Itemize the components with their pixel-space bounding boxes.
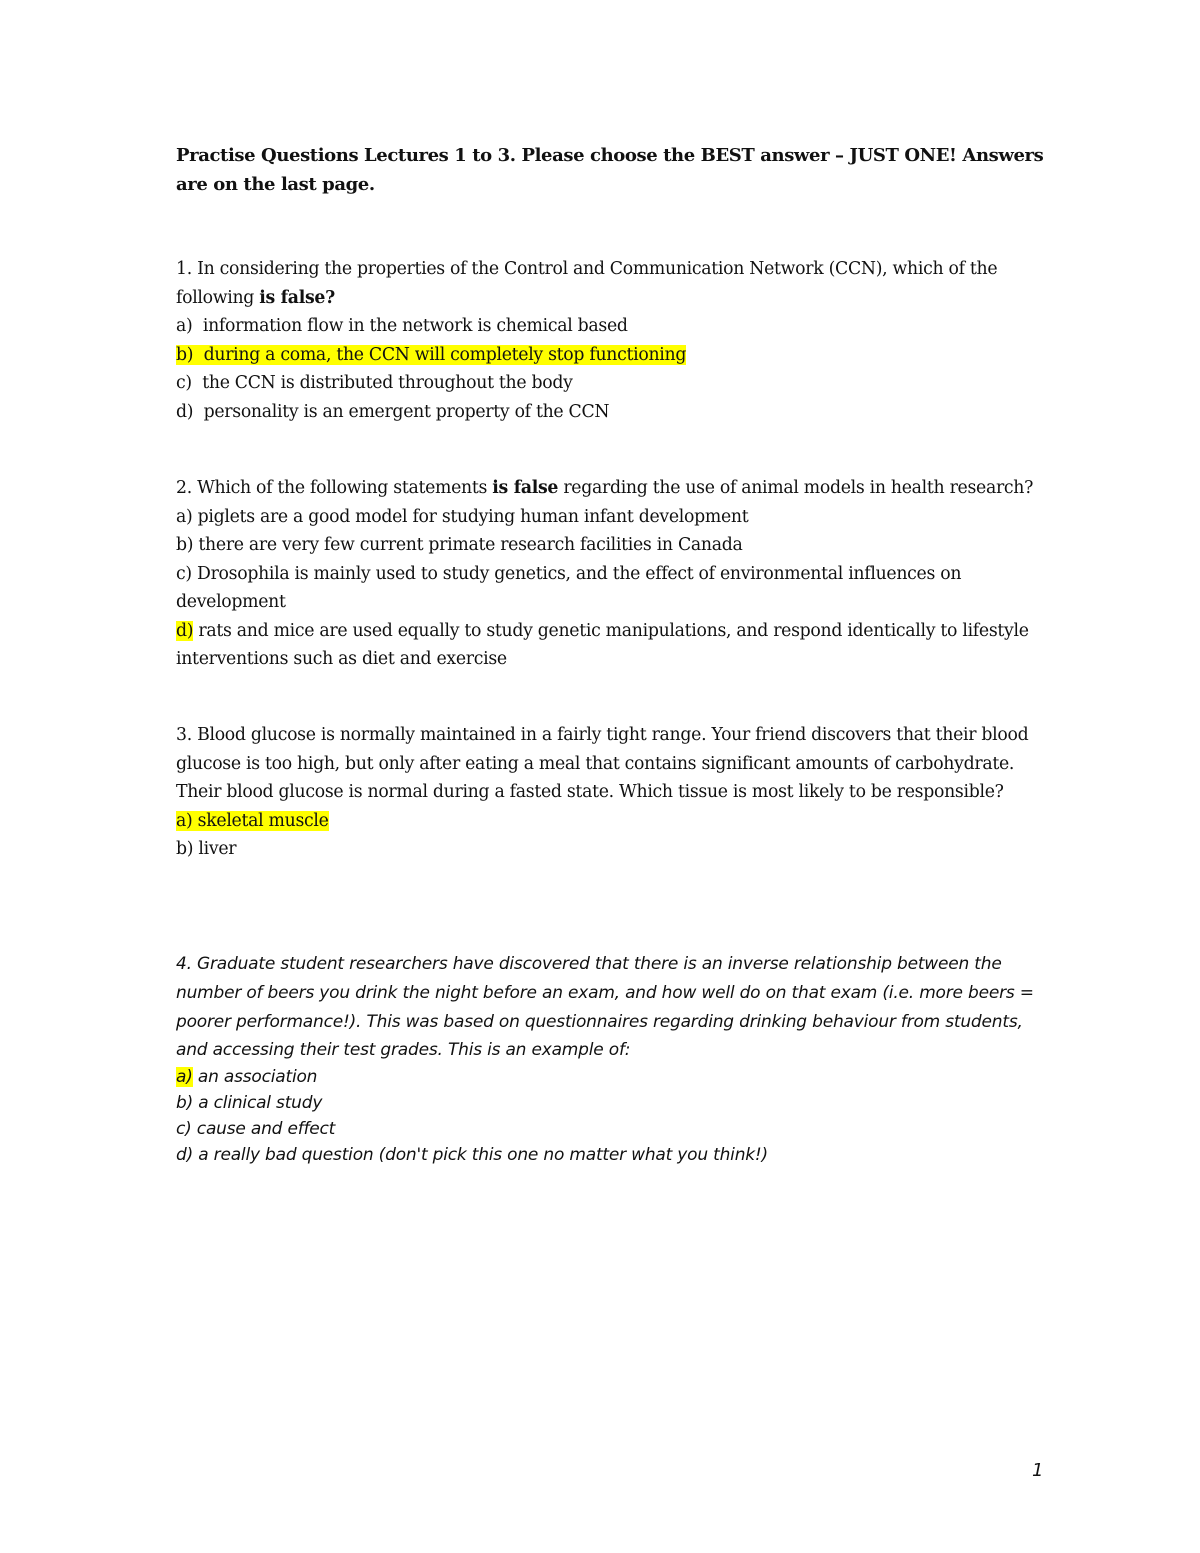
option-highlight <box>176 345 686 365</box>
option-text: the CCN is distributed throughout the body <box>191 373 573 393</box>
option-a <box>176 807 1056 836</box>
page-number: 1 <box>1032 1460 1044 1481</box>
stem-text: 3. Blood glucose is normally maintained in a fairly tight range. Your friend discovers that their blood glucose is too high, but only after eating a meal that contains significant amounts of carbohydrate. Their blood glucose is normal during a fasted state. Which tissue is most likely to be responsible? <box>176 725 1029 802</box>
option-d <box>176 617 1056 674</box>
option-letter: c) <box>176 1118 192 1139</box>
option-text: rats and mice are used equally to study genetic manipulations, and respond identically to lifestyle interventions such as diet and exercise <box>176 620 1029 669</box>
option-letter: b) <box>176 344 194 365</box>
option-text: liver <box>193 839 237 859</box>
option-d <box>176 398 1056 427</box>
option-text: there are very few current primate research facilities in Canada <box>193 535 743 555</box>
option-letter: d) <box>176 620 194 641</box>
stem-emphasis: is false? <box>259 287 335 308</box>
question-stem <box>176 474 1056 503</box>
option-b <box>176 531 1056 560</box>
option-text: cause and effect <box>191 1118 336 1139</box>
option-letter: a) <box>176 316 193 336</box>
option-text: piglets are a good model for studying human infant development <box>192 506 749 527</box>
option-text: a clinical study <box>193 1092 323 1113</box>
question-stem <box>176 721 1056 807</box>
option-a <box>176 503 1056 532</box>
option-a <box>176 312 1056 341</box>
option-b <box>176 341 1056 370</box>
option-text: an association <box>192 1067 318 1088</box>
option-b <box>176 1091 1056 1117</box>
option-text: skeletal muscle <box>192 810 329 831</box>
stem-text: 4. Graduate student researchers have discovered that there is an inverse relationship between the number of beers you drink the night before an exam, and how well do on that exam (i.e. more beers = poorer performance!). This was based on questionnaires regarding drinking behaviour from students, and accessing their test grades. This is an example of: <box>176 954 1034 1061</box>
page-title: Practise Questions Lectures 1 to 3. Please choose the BEST answer – JUST ONE! Answers are on the last page. <box>176 145 1044 195</box>
question-3 <box>176 721 1056 864</box>
stem-emphasis: is false <box>492 478 559 498</box>
stem-text-after: regarding the use of animal models in health research? <box>558 478 1034 498</box>
stem-text: 1. In considering the properties of the Control and Communication Network (CCN), which of the following <box>176 259 998 308</box>
question-2 <box>176 474 1056 674</box>
question-1 <box>176 255 1056 426</box>
option-letter: a) <box>176 810 193 831</box>
question-4 <box>176 950 1056 1168</box>
option-text: Drosophila is mainly used to study genetics, and the effect of environmental influences on development <box>176 563 962 612</box>
option-c <box>176 369 1056 398</box>
option-b <box>176 835 1056 864</box>
option-c <box>176 1117 1056 1143</box>
option-letter: c) <box>176 563 192 584</box>
option-letter: a) <box>176 506 193 527</box>
option-letter: d) <box>176 1144 194 1165</box>
stem-text: 2. Which of the following statements <box>176 478 493 498</box>
question-stem <box>176 950 1056 1065</box>
option-d <box>176 1143 1056 1169</box>
option-letter: b) <box>176 839 194 859</box>
option-c <box>176 560 1056 617</box>
option-a <box>176 1065 1056 1091</box>
option-text: personality is an emergent property of the CCN <box>193 401 610 422</box>
option-letter: c) <box>176 373 192 393</box>
option-highlight <box>176 811 329 831</box>
option-letter: a) <box>176 1067 193 1088</box>
option-letter: d) <box>176 401 194 422</box>
question-stem <box>176 255 1056 312</box>
option-text: during a coma, the CCN will completely stop functioning <box>193 344 687 365</box>
option-letter: b) <box>176 1092 194 1113</box>
option-text: a really bad question (don't pick this one no matter what you think!) <box>193 1144 768 1165</box>
option-text: information flow in the network is chemical based <box>192 316 628 336</box>
option-letter: b) <box>176 535 194 555</box>
